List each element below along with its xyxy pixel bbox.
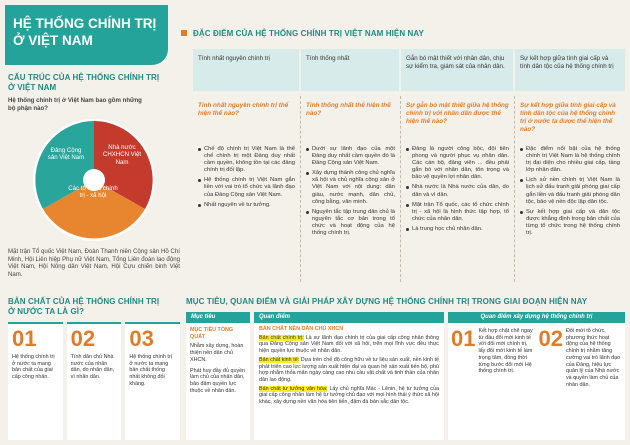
list-item: Sự kết hợp giai cấp và dân tộc được khẳng định trong bản chất của từng tổ chức trong hệ thống chính trị.: [520, 209, 620, 237]
list-item: Lịch sử nền chính trị Việt Nam là lịch sử đấu tranh giải phóng giai cấp gắn liền và đấu tranh giải phóng dân tộc, bảo vệ nền độc lập dân tộc.: [520, 177, 620, 205]
nature-card-1: [8, 322, 63, 440]
solution-text-1: Kết hợp chặt chẽ ngay từ đầu đổi mới kinh tế với đổi mới chính trị, lấy đổi mới kinh tế làm trọng tâm, đồng thời từng bước đổi mới Hệ thống chính trị.: [478, 328, 533, 375]
feature-question-3: Sự gắn bó mật thiết giữa hệ thống chính trị với nhân dân được thể hiện thế nào?: [406, 102, 509, 125]
nature-text-2: Tính dân chủ Nhà nước của nhân dân, do nhân dân, vì nhân dân.: [70, 354, 115, 381]
solution-item-1: [451, 328, 535, 388]
feature-column-2: [301, 96, 401, 282]
nature-text-1: Hệ thống chính trị ở nước ta mang bản chất của giai cấp công nhân.: [12, 354, 55, 381]
view-paragraph-culture: Bản chất tư tưởng văn hóa: Lấy chủ nghĩa Mác - Lênin, hệ tư tưởng của giai cấp công nhân làm hệ tư tưởng chủ đạo với mọi hình thái ý thức xã hội khác, xây dựng nền văn hóa tiên tiến, đậm đà bản sắc dân tộc.: [259, 385, 440, 406]
feature-bullets-1: [198, 146, 295, 209]
view-paragraph-political: Bản chất chính trị: Là sự lãnh đạo chính trị của giai cấp công nhân thông qua Đảng Cộng sản Việt Nam đối với xã hội, trên mọi lĩnh vực đều thực hiện quyền lực thuộc về nhân dân.: [259, 334, 439, 355]
pie-label-organizations: Các tổ chức chính trị - xã hội: [68, 185, 118, 200]
nature-num-2: 02: [70, 326, 96, 351]
goal-panel: [186, 312, 250, 440]
solution-tag: Quan điểm xây dựng hệ thống chính trị: [448, 312, 625, 323]
features-heading: ĐẶC ĐIỂM CỦA HỆ THỐNG CHÍNH TRỊ VIỆT NAM HIỆN NAY: [193, 29, 424, 38]
structure-question: Hệ thống chính trị ở Việt Nam bao gồm những bộ phận nào?: [8, 97, 142, 112]
list-item: Hệ thống chính trị Việt Nam gắn liền với vai trò tổ chức và lãnh đạo của Đảng Cộng sản Việt Nam.: [198, 177, 295, 198]
list-item: Nhất nguyên về tư tưởng.: [198, 202, 295, 209]
solution-num-2: 02: [538, 326, 563, 351]
list-item: Đảng là người công bộc, đội tiên phong và người phục vụ nhân dân. Các cán bộ, đảng viên ... đều phải gắn bó với nhân dân, tôn trọng và bảo vệ quyền lợi nhân dân.: [406, 146, 509, 181]
feature-column-4: [515, 96, 625, 282]
feature-bullets-3: [406, 146, 509, 233]
feature-question-4: Sự kết hợp giữa tính giai cấp và tính dân tộc của hệ thống chính trị ở nước ta được thể hiện thế nào?: [520, 102, 616, 133]
goals-heading: MỤC TIÊU, QUAN ĐIỂM VÀ GIẢI PHÁP XÂY DỰNG HỆ THỐNG CHÍNH TRỊ TRONG GIAI ĐOẠN HIỆN NAY: [186, 297, 588, 306]
feature-column-3: [401, 96, 515, 282]
list-item: Nhà nước là Nhà nước của dân, do dân và vì dân.: [406, 184, 509, 198]
page-title: HỆ THỐNG CHÍNH TRỊ Ở VIỆT NAM: [5, 5, 168, 65]
structure-pie-chart: [32, 118, 156, 242]
goal-text-1: Nhằm xây dựng, hoàn thiện nền dân chủ XHCN.: [190, 343, 244, 363]
goal-tag: Mục tiêu: [186, 312, 250, 323]
feature-question-2: Tính thống nhất thể hiện thế nào?: [306, 102, 391, 117]
feature-header-1: Tính nhất nguyên chính trị: [193, 49, 301, 91]
nature-cards: [8, 322, 180, 440]
nature-card-3: [125, 322, 180, 440]
view-tag: Quan điểm: [254, 312, 444, 323]
goal-title: MỤC TIÊU TỔNG QUÁT: [190, 327, 234, 340]
nature-num-3: 03: [129, 326, 154, 351]
solution-panel: [448, 312, 625, 440]
list-item: Mặt trận Tổ quốc, các tổ chức chính trị - xã hội là hình thức tập hợp, tổ chức của nhân dân.: [406, 202, 509, 223]
list-item: Chế độ chính trị Việt Nam là thể chế chính trị một Đảng duy nhất cầm quyền, không tồn tại các đảng chính trị đối lập.: [198, 146, 295, 174]
pie-label-state: Nhà nước CHXHCN Việt Nam: [102, 144, 142, 166]
pie-label-party: Đảng Cộng sản Việt Nam: [47, 147, 85, 162]
nature-card-2: [67, 322, 122, 440]
view-panel: [254, 312, 444, 440]
view-paragraph-economic: Bản chất kinh tế: Dựa trên chế độ công hữu về tư liệu sản xuất, nền kinh tế phát triển cao lực lượng sản xuất hiện đại và quan hệ sản xuất tiến bộ, phù hợp nhằm thỏa mãn ngày càng cao nhu cầu vật chất và tinh thần của nhân dân lao động.: [259, 356, 440, 383]
solution-item-2: [539, 328, 623, 388]
list-item: Đặc điểm nổi bật của hệ thống chính trị Việt Nam là hệ thống chính trị đại diện cho nhiều giai cấp, tầng lớp nhân dân.: [520, 146, 620, 174]
feature-bullets-4: [520, 146, 620, 237]
nature-text-3: Hệ thống chính trị ở nước ta mang bản chất thống nhất không đối kháng.: [129, 354, 172, 387]
bullet-square-icon: [181, 30, 187, 36]
feature-header-3: Gắn bó mật thiết với nhân dân, chịu sự kiểm tra, giám sát của nhân dân.: [401, 49, 515, 91]
feature-bullets-2: [306, 146, 395, 237]
list-item: Dưới sự lãnh đạo của một Đảng duy nhất cầm quyền đó là Đảng Cộng sản Việt Nam.: [306, 146, 395, 167]
solution-text-2: Đổi mới tổ chức, phương thức hoạt động của hệ thống chính trị nhằm tăng cường vai trò lãnh đạo của Đảng, hiệu lực quản lý của Nhà nước và quyền làm chủ của nhân dân.: [565, 328, 621, 388]
view-title: BẢN CHẤT NỀN DÂN CHỦ XHCN: [259, 326, 344, 332]
structure-description: Mặt trận Tổ quốc Việt Nam, Đoàn Thanh niên Cộng sản Hồ Chí Minh, Hội Liên hiệp Phụ nữ Việt Nam, Tổng Liên đoàn lao động Việt Nam, Hội Nông dân Việt Nam, Hội Cựu chiến binh Việt Nam.: [8, 248, 180, 278]
nature-num-1: 01: [12, 326, 37, 351]
list-item: Xây dựng thành công chủ nghĩa xã hội và chủ nghĩa cộng sản ở Việt Nam với nội dung: dân giàu, nước mạnh, dân chủ, công bằng, văn minh.: [306, 170, 395, 205]
features-header-row: [193, 49, 625, 91]
feature-column-1: [193, 96, 301, 282]
feature-question-1: Tính nhất nguyên chính trị thể hiện thế nào?: [198, 102, 289, 117]
goal-text-2: Phát huy đầy đủ quyền làm chủ của nhân dân, bảo đảm quyền lực thuộc về nhân dân.: [190, 367, 246, 394]
feature-header-4: Sự kết hợp giữa tính giai cấp và tính dân tộc của hệ thống chính trị: [515, 49, 625, 91]
list-item: Là trung học chủ nhân dân.: [406, 226, 509, 233]
nature-heading: BẢN CHẤT CỦA HỆ THỐNG CHÍNH TRỊ Ở NƯỚC TA LÀ GÌ?: [8, 297, 160, 316]
structure-heading: CẤU TRÚC CỦA HỆ THỐNG CHÍNH TRỊ Ở VIỆT NAM: [8, 73, 160, 92]
feature-header-2: Tính thống nhất: [301, 49, 401, 91]
solution-num-1: 01: [451, 326, 476, 351]
list-item: Nguyên tắc tập trung dân chủ là nguyên tắc cơ bản trong tổ chức và hoạt động của hệ thống chính trị.: [306, 209, 395, 237]
